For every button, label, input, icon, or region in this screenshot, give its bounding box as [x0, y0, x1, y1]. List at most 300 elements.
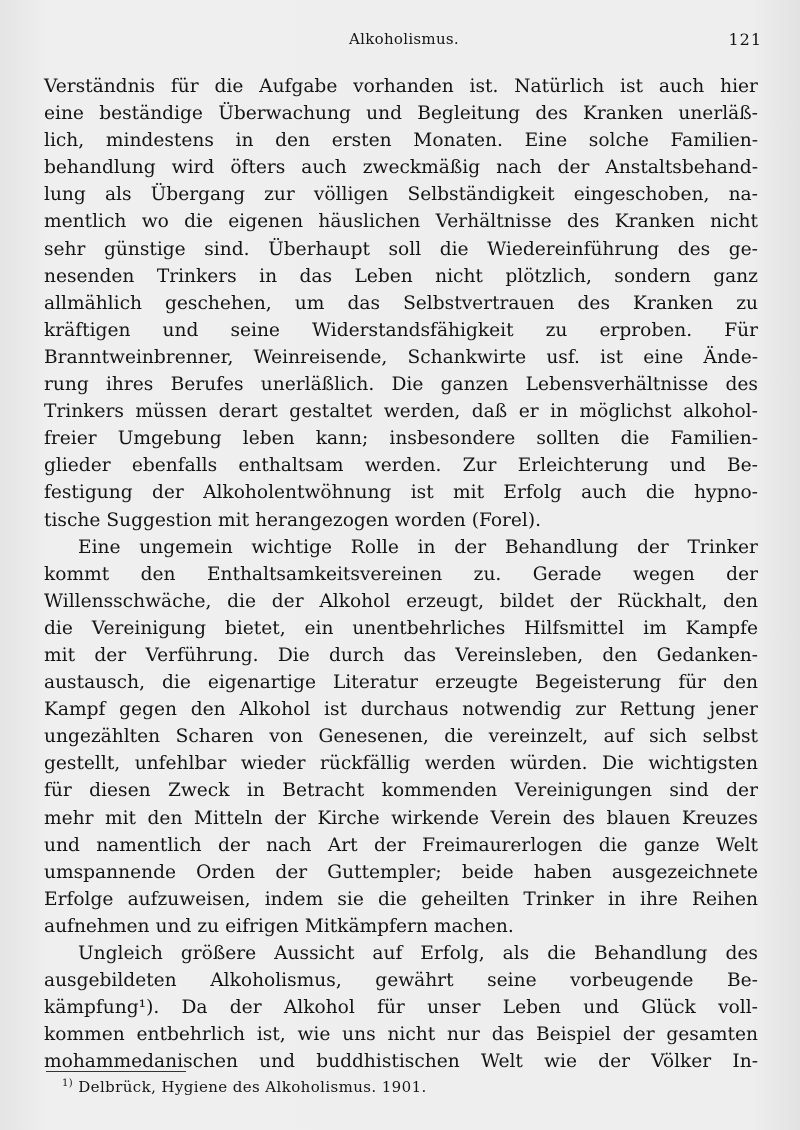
word: Trinkers [156, 265, 237, 287]
text-line [44, 967, 758, 994]
word: und [162, 319, 199, 341]
word: geheilten [421, 888, 510, 910]
word: das [299, 265, 333, 287]
word: die [547, 943, 577, 964]
footnote [62, 1078, 427, 1096]
word: Kranken [583, 103, 664, 125]
word: und [44, 834, 80, 856]
word: auf [372, 943, 403, 964]
word: zweckmäßig [362, 157, 481, 179]
word: den [140, 563, 176, 585]
word: Genesenen, [318, 726, 429, 748]
word: als [104, 184, 132, 206]
word: in [235, 130, 254, 152]
text-line [44, 561, 758, 588]
word: Betracht [282, 780, 365, 802]
word: Guttempler; [327, 861, 442, 883]
word: unentbehrliches [352, 617, 506, 639]
word: die [184, 211, 213, 233]
word: Literatur [332, 672, 419, 694]
word: wird [171, 157, 215, 179]
word: Zur [462, 455, 497, 477]
word: die [227, 590, 257, 612]
word: wie [297, 1024, 331, 1046]
word: ge- [728, 238, 758, 260]
word: ist [410, 482, 434, 504]
word: Be- [726, 970, 758, 992]
word: der [274, 807, 307, 829]
word: Be- [726, 455, 758, 477]
word: machen. [433, 915, 514, 937]
word: Willensschwäche, [44, 590, 212, 612]
word: der [151, 482, 184, 504]
word: müssen [135, 401, 208, 423]
word: gestaltet [289, 401, 373, 423]
word: leben [242, 428, 295, 450]
word: Alkoholismus, [210, 970, 342, 992]
word: Die [277, 644, 310, 666]
word: sollten [536, 428, 600, 450]
word: der [636, 536, 669, 558]
text-line [44, 236, 758, 263]
body-text [44, 73, 758, 1075]
word: Mitkämpfern [304, 915, 428, 937]
word: kann; [315, 428, 369, 450]
text-line [44, 208, 758, 235]
word: eigenen [228, 211, 304, 233]
word: nur [447, 1024, 480, 1046]
word: wegen [632, 563, 695, 585]
page-number: 121 [728, 30, 762, 49]
text-line [44, 317, 758, 344]
text-line [44, 534, 758, 561]
word: der [373, 834, 406, 856]
word: die [214, 76, 244, 97]
word: hypno- [694, 482, 758, 504]
word: Übergang [150, 184, 245, 206]
word: ganz [713, 265, 758, 287]
text-line [44, 73, 758, 100]
word: der [229, 997, 262, 1019]
word: voll- [718, 997, 758, 1019]
word: um [294, 292, 325, 314]
word: sondern [614, 265, 691, 287]
word: eine [44, 103, 84, 125]
word: der [726, 780, 758, 802]
word: des [567, 211, 600, 233]
word: des [677, 238, 711, 260]
word: die [444, 726, 474, 748]
word: zu [736, 292, 758, 314]
word: plötzlich, [505, 265, 592, 287]
word: der [217, 834, 250, 856]
word: bildet [499, 590, 554, 612]
word: rückfällig [320, 753, 411, 775]
word: der [94, 644, 127, 666]
word: Hilfsmittel [524, 617, 625, 639]
word: zu [197, 915, 220, 937]
word: Aussicht [274, 943, 355, 964]
word: des [577, 292, 610, 314]
word: die [439, 238, 469, 260]
footnote-text: Delbrück, Hygiene des Alkoholismus. 1901. [78, 1078, 427, 1096]
word: Trinkers [44, 401, 124, 423]
word: mohammedanischen [44, 1051, 238, 1073]
word: Verführung. [145, 644, 259, 666]
word: des [562, 807, 596, 829]
word: die [44, 617, 73, 639]
word: auf [603, 726, 634, 748]
word: völligen [313, 184, 389, 206]
word: Verhältnisse [435, 211, 552, 233]
text-line [44, 1021, 758, 1048]
word: Vereinsleben, [455, 644, 584, 666]
word: mit [104, 807, 137, 829]
word: kommen [44, 1024, 125, 1046]
word: den [602, 644, 638, 666]
word: vereinzelt, [488, 726, 589, 748]
text-line [44, 398, 758, 425]
word: tische [44, 509, 101, 531]
word: er [518, 401, 539, 423]
word: Branntweinbrenner, [44, 346, 234, 368]
word: nach [266, 834, 312, 856]
word: ist [600, 346, 624, 368]
word: zu. [473, 563, 502, 585]
text-line [44, 805, 758, 832]
word: ausgezeichnete [611, 861, 758, 883]
word: das [491, 1024, 525, 1046]
word: soll [388, 238, 422, 260]
word: ist [620, 76, 643, 97]
running-head: Alkoholismus. [349, 30, 459, 48]
word: Familien- [670, 428, 758, 450]
word: festigung [44, 482, 133, 504]
word: beide [461, 861, 514, 883]
word: Alkohol [319, 590, 391, 612]
word: Da [181, 997, 208, 1019]
word: in [417, 536, 436, 558]
word: unerläßlich. [260, 374, 375, 396]
word: der [454, 536, 487, 558]
word: Behandlung [504, 536, 619, 558]
word: alkohol- [683, 401, 758, 423]
word: des [535, 103, 568, 125]
text-line [44, 913, 758, 940]
word: ist [324, 699, 348, 721]
word: bietet, [224, 617, 286, 639]
word: nach [496, 157, 542, 179]
word: rung [44, 374, 89, 396]
word: zur [575, 699, 606, 721]
word: die [378, 888, 407, 910]
word: allmählich [44, 292, 142, 314]
text-line [44, 290, 758, 317]
word: ihre [640, 888, 678, 910]
word: Schankwirte [407, 346, 527, 368]
word: zu [545, 319, 568, 341]
word: mehr [44, 807, 94, 829]
word: Glück [641, 997, 696, 1019]
word: auch [581, 482, 627, 504]
word: Eine [78, 536, 121, 558]
word: Verständnis [44, 76, 156, 97]
word: in [259, 265, 278, 287]
word: Erfolg [503, 482, 562, 504]
word: Umgebung [117, 428, 222, 450]
word: Weinreisende, [253, 346, 388, 368]
word: Eine [524, 130, 568, 152]
word: öfters [230, 157, 286, 179]
word: Anstaltsbehand- [605, 157, 758, 179]
word: auch [301, 157, 347, 179]
word: Gedanken- [656, 644, 758, 666]
word: Erleichterung [517, 455, 649, 477]
word: hier [720, 76, 758, 97]
word: Rückhalt, [617, 590, 708, 612]
word: umspannende [44, 861, 176, 883]
word: erzeugte [435, 672, 519, 694]
text-line [44, 859, 758, 886]
word: daß [471, 401, 508, 423]
word: Überwachung [218, 103, 351, 125]
word: wieder [240, 753, 306, 775]
word: eigenartige [207, 672, 316, 694]
word: nesenden [44, 265, 135, 287]
word: ungezählten [44, 726, 161, 748]
word: Beispiel [536, 1024, 611, 1046]
word: namentlich [96, 834, 202, 856]
word: Lebensverhältnisse [525, 374, 709, 396]
word: Begeisterung [535, 672, 662, 694]
word: ist, [256, 1024, 286, 1046]
word: der [275, 861, 308, 883]
word: Kampf [44, 699, 106, 721]
word: entbehrlich [136, 1024, 246, 1046]
word: würden. [509, 753, 588, 775]
word: und [669, 455, 706, 477]
word: nicht [387, 1024, 436, 1046]
word: kämpfung¹). [44, 997, 160, 1019]
word: für [377, 997, 405, 1019]
word: nicht [435, 265, 483, 287]
text-line [44, 696, 758, 723]
word: in [246, 780, 265, 802]
text-line [44, 507, 758, 534]
word: die [645, 482, 675, 504]
word: der [622, 1024, 655, 1046]
word: werden. [364, 455, 442, 477]
word: den [723, 672, 758, 694]
text-line [44, 425, 758, 452]
word: der [569, 590, 602, 612]
word: die [598, 834, 628, 856]
text-line [44, 886, 758, 913]
word: Freimaurerlogen [422, 834, 583, 856]
word: Verein [490, 807, 552, 829]
word: In- [732, 1051, 758, 1073]
word: erproben. [599, 319, 693, 341]
word: mit [44, 644, 76, 666]
word: unfehlbar [134, 753, 227, 775]
word: indem [264, 888, 324, 910]
word: Alkohol [239, 699, 311, 721]
text-line [44, 940, 758, 967]
word: Ände- [703, 346, 758, 368]
word: und [259, 1051, 296, 1073]
text-line [44, 588, 758, 615]
word: das [403, 644, 436, 666]
word: Scharen [175, 726, 254, 748]
text-line [44, 777, 758, 804]
word: Alkoholentwöhnung [203, 482, 392, 504]
word: Art [327, 834, 358, 856]
word: blauen [606, 807, 671, 829]
word: seine [230, 319, 280, 341]
word: ein [304, 617, 334, 639]
word: ist. [469, 76, 499, 97]
word: Kreuzes [681, 807, 758, 829]
word: geschehen, [165, 292, 272, 314]
word: auch [658, 76, 705, 97]
word: Welt [480, 1051, 523, 1073]
word: werden [424, 753, 496, 775]
word: gewährt [375, 970, 454, 992]
word: mindestens [105, 130, 214, 152]
word: worden [394, 509, 466, 531]
word: buddhistischen [316, 1051, 460, 1073]
word: Rolle [350, 536, 399, 558]
word: kommt [44, 563, 110, 585]
word: eingeschoben, [573, 184, 710, 206]
word: kräftigen [44, 319, 131, 341]
word: mentlich [44, 211, 127, 233]
word: Gerade [532, 563, 602, 585]
word: Völker [651, 1051, 712, 1073]
word: notwendig [462, 699, 562, 721]
text-line [44, 100, 758, 127]
word: Suggestion [106, 509, 213, 531]
word: na- [728, 184, 758, 206]
word: Trinker [687, 536, 758, 558]
word: sehr [44, 238, 86, 260]
word: eifrigen [225, 915, 299, 937]
word: und [366, 103, 403, 125]
text-line [44, 479, 758, 506]
text-line [44, 669, 758, 696]
word: den [147, 807, 183, 829]
text-line [44, 452, 758, 479]
word: Zweck [167, 780, 230, 802]
word: der [598, 1051, 630, 1073]
word: gesamten [666, 1024, 758, 1046]
word: aufnehmen [44, 915, 150, 937]
word: Leben [502, 997, 561, 1019]
word: wichtige [251, 536, 332, 558]
word: Trinker [523, 888, 594, 910]
word: sie [337, 888, 364, 910]
word: kommenden [381, 780, 498, 802]
word: wichtigsten [648, 753, 758, 775]
word: die [161, 672, 191, 694]
word: Enthaltsamkeitsvereinen [206, 563, 443, 585]
word: Kranken [614, 211, 695, 233]
word: Berufes [170, 374, 244, 396]
text-line [44, 181, 758, 208]
word: günstige [103, 238, 186, 260]
word: für [44, 780, 72, 802]
word: sich [649, 726, 688, 748]
word: mit [218, 509, 250, 531]
word: lich, [44, 130, 85, 152]
text-line [44, 994, 758, 1021]
word: und [583, 997, 620, 1019]
word: den [723, 590, 758, 612]
word: ebenfalls [131, 455, 218, 477]
word: in [550, 401, 569, 423]
word: unerläß- [678, 103, 758, 125]
word: behandlung [44, 157, 156, 179]
word: Behandlung [594, 943, 708, 964]
word: wo [141, 211, 169, 233]
word: von [269, 726, 303, 748]
word: durchaus [360, 699, 449, 721]
word: durch [329, 644, 385, 666]
word: im [643, 617, 667, 639]
word: Mitteln [193, 807, 263, 829]
word: insbesondere [389, 428, 516, 450]
text-line [44, 263, 758, 290]
word: für [170, 76, 199, 97]
word: ersten [331, 130, 392, 152]
word: Die [391, 374, 424, 396]
word: als [502, 943, 530, 964]
word: das [347, 292, 380, 314]
text-line [44, 723, 758, 750]
word: derart [218, 401, 278, 423]
footnote-marker: 1) [62, 1078, 74, 1089]
word: wie [544, 1051, 577, 1073]
word: usf. [546, 346, 580, 368]
word: Alkohol [283, 997, 355, 1019]
word: Kranken [633, 292, 714, 314]
word: Wiedereinführung [487, 238, 660, 260]
word: nicht [710, 211, 758, 233]
word: werden, [383, 401, 461, 423]
word: vorhanden [353, 76, 454, 97]
word: enthaltsam [238, 455, 344, 477]
word: Erfolg, [420, 943, 485, 964]
word: sind. [204, 238, 250, 260]
text-line [44, 154, 758, 181]
word: Ungleich [78, 943, 163, 964]
word: solche [588, 130, 649, 152]
word: Welt [715, 834, 758, 856]
word: und [155, 915, 192, 937]
word: Für [724, 319, 758, 341]
word: Erfolge [44, 888, 114, 910]
word: für [678, 672, 707, 694]
word: gestellt, [44, 753, 121, 775]
word: gegen [119, 699, 177, 721]
word: glieder [44, 455, 111, 477]
text-line [44, 832, 758, 859]
word: Aufgabe [259, 76, 338, 97]
word: aufzuweisen, [127, 888, 251, 910]
word: der [726, 563, 758, 585]
word: des [725, 943, 758, 964]
word: Selbstvertrauen [403, 292, 555, 314]
